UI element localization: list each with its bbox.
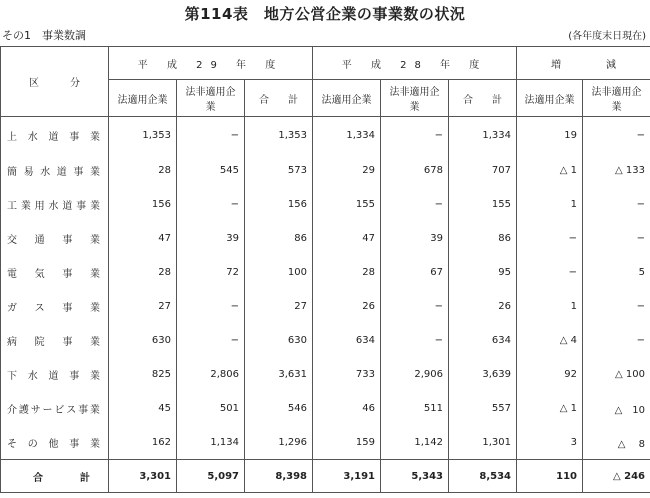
table-cell: 110: [517, 460, 583, 493]
table-cell: 156: [245, 187, 313, 221]
table-cell: △ 1: [517, 391, 583, 425]
table-cell: 1,353: [109, 117, 177, 154]
table-cell: 707: [449, 153, 517, 187]
table-cell: 1: [517, 187, 583, 221]
row-label: 電 気 事 業: [1, 255, 109, 289]
table-cell: 3,191: [313, 460, 381, 493]
row-label: 病 院 事 業: [1, 323, 109, 357]
table-row: [1, 289, 650, 323]
row-label: 簡 易 水 道 事 業: [1, 153, 109, 187]
table-cell: 67: [381, 255, 449, 289]
table-cell: 45: [109, 391, 177, 425]
col-nonlaw-h28: 法非適用企業: [381, 80, 449, 117]
row-label: 上 水 道 事 業: [1, 117, 109, 154]
year-header-h28: 平 成 28 年 度: [313, 47, 517, 80]
table-cell: 28: [109, 255, 177, 289]
table-cell: 26: [313, 289, 381, 323]
row-label: そ の 他 事 業: [1, 425, 109, 460]
table-cell: 95: [449, 255, 517, 289]
table-cell: 46: [313, 391, 381, 425]
row-label: 交 通 事 業: [1, 221, 109, 255]
table-cell: −: [381, 323, 449, 357]
table-cell: △ 8: [583, 425, 650, 460]
table-cell: 678: [381, 153, 449, 187]
table-cell: 3,631: [245, 357, 313, 391]
table-cell: 545: [177, 153, 245, 187]
table-cell: 155: [449, 187, 517, 221]
table-cell: 29: [313, 153, 381, 187]
table-row: [1, 323, 650, 357]
table-cell: 92: [517, 357, 583, 391]
table-cell: 27: [245, 289, 313, 323]
table-cell: 573: [245, 153, 313, 187]
table-cell: 5: [583, 255, 650, 289]
table-cell: 825: [109, 357, 177, 391]
table-cell: 159: [313, 425, 381, 460]
table-row: [1, 391, 650, 425]
table-cell: △ 133: [583, 153, 650, 187]
table-cell: −: [583, 117, 650, 154]
table-cell: 8,534: [449, 460, 517, 493]
table-cell: 47: [313, 221, 381, 255]
table-cell: −: [517, 221, 583, 255]
header-row-years: [1, 47, 650, 80]
table-row: [1, 153, 650, 187]
table-cell: 47: [109, 221, 177, 255]
table-cell: 1,301: [449, 425, 517, 460]
table-cell: 5,097: [177, 460, 245, 493]
col-total-h29: 合 計: [245, 80, 313, 117]
table-cell: 86: [245, 221, 313, 255]
table-cell: −: [381, 187, 449, 221]
table-cell: 1,296: [245, 425, 313, 460]
col-total-h28: 合 計: [449, 80, 517, 117]
row-label: 介 護 サ ー ビ ス 事 業: [1, 391, 109, 425]
table-cell: 162: [109, 425, 177, 460]
table-cell: 156: [109, 187, 177, 221]
table-cell: −: [583, 289, 650, 323]
table-cell: 511: [381, 391, 449, 425]
category-header: 区 分: [1, 47, 109, 117]
table-cell: 28: [109, 153, 177, 187]
business-count-table: [0, 46, 650, 493]
date-note: (各年度末日現在): [568, 31, 646, 42]
table-cell: 39: [177, 221, 245, 255]
total-row: [1, 460, 650, 493]
table-cell: 72: [177, 255, 245, 289]
table-row: [1, 117, 650, 154]
table-subtitle: その1 事業数調: [2, 29, 86, 42]
table-cell: 3,301: [109, 460, 177, 493]
table-cell: 634: [449, 323, 517, 357]
row-label: 工 業 用 水 道 事 業: [1, 187, 109, 221]
col-law-change: 法適用企業: [517, 80, 583, 117]
col-law-h29: 法適用企業: [109, 80, 177, 117]
table-cell: 155: [313, 187, 381, 221]
year-header-h29: 平 成 29 年 度: [109, 47, 313, 80]
table-cell: 28: [313, 255, 381, 289]
table-cell: 630: [245, 323, 313, 357]
page-title: 第114表 地方公営企業の事業数の状況: [184, 5, 466, 23]
table-cell: −: [177, 289, 245, 323]
table-cell: 2,906: [381, 357, 449, 391]
table-cell: 3: [517, 425, 583, 460]
table-cell: 8,398: [245, 460, 313, 493]
table-cell: 100: [245, 255, 313, 289]
table-cell: △ 4: [517, 323, 583, 357]
table-cell: 546: [245, 391, 313, 425]
change-header: 増 減: [517, 47, 650, 80]
col-nonlaw-h29: 法非適用企業: [177, 80, 245, 117]
row-label: 合 計: [1, 460, 109, 493]
table-cell: 733: [313, 357, 381, 391]
table-cell: 3,639: [449, 357, 517, 391]
table-row: [1, 357, 650, 391]
table-cell: 1,334: [313, 117, 381, 154]
table-cell: 1,353: [245, 117, 313, 154]
table-cell: 501: [177, 391, 245, 425]
table-cell: △ 100: [583, 357, 650, 391]
table-cell: −: [583, 187, 650, 221]
table-row: [1, 187, 650, 221]
table-cell: −: [177, 323, 245, 357]
row-label: ガ ス 事 業: [1, 289, 109, 323]
col-law-h28: 法適用企業: [313, 80, 381, 117]
table-cell: −: [583, 323, 650, 357]
row-label: 下 水 道 事 業: [1, 357, 109, 391]
table-cell: −: [517, 255, 583, 289]
table-cell: 634: [313, 323, 381, 357]
table-cell: 19: [517, 117, 583, 154]
col-nonlaw-change: 法非適用企業: [583, 80, 650, 117]
table-cell: 26: [449, 289, 517, 323]
table-cell: △ 1: [517, 153, 583, 187]
table-cell: −: [381, 289, 449, 323]
table-cell: △ 10: [583, 391, 650, 425]
table-cell: 1,142: [381, 425, 449, 460]
table-cell: 2,806: [177, 357, 245, 391]
table-cell: 630: [109, 323, 177, 357]
table-cell: 86: [449, 221, 517, 255]
table-cell: 557: [449, 391, 517, 425]
table-cell: −: [583, 221, 650, 255]
table-cell: 1,334: [449, 117, 517, 154]
table-cell: 1,134: [177, 425, 245, 460]
table-cell: 39: [381, 221, 449, 255]
table-cell: −: [177, 187, 245, 221]
table-cell: −: [381, 117, 449, 154]
table-cell: 1: [517, 289, 583, 323]
table-cell: 5,343: [381, 460, 449, 493]
table-cell: 27: [109, 289, 177, 323]
table-cell: △ 246: [583, 460, 650, 493]
table-row: [1, 221, 650, 255]
table-cell: −: [177, 117, 245, 154]
table-row: [1, 425, 650, 460]
table-row: [1, 255, 650, 289]
